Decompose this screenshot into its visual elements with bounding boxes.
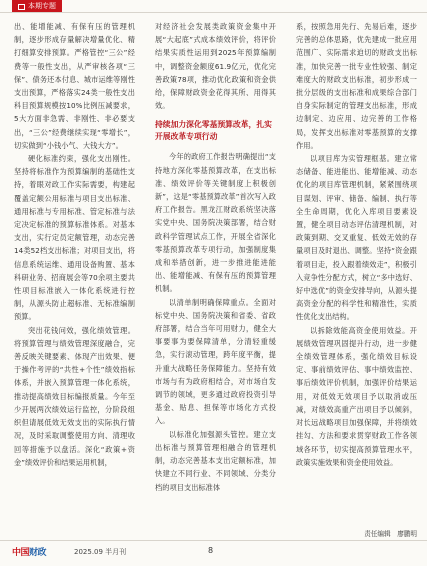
- paragraph: 以清单制明确保障重点。全面对标党中央、国务院决策和省委、省政府部署，结合当年可用财力，健全大事要事为要保障清单，分清轻重缓急，实行滚动管理，跨年度平衡，提升重大战略任务保障能力。坚持有效市场与有为政府相结合，对市场自发调节的领域，更多通过政府投资引导基金、贴息、担保等市场化方式投入。: [155, 297, 276, 426]
- page-number: 8: [208, 546, 214, 555]
- paragraph: 对经济社会发展类政策资金集中开展“大起底”式成本绩效评价，将评价结果实质性运用到2025年预算编制中，调整资金额度61.9亿元，优化完善政策78项，推动优化政策和资金供给，保障财政资金花得其所、用得其效。: [155, 22, 276, 111]
- paragraph: 系，按照急用先行、先易后难，逐步完善的总体思路，优先建成一批应用范围广、实际需求迫切的财政支出标准，加快完善一批专业性较强、制定难度大的财政支出标准，初步形成一批分层级的支出标准和成果综合部门自身实际制定的管理支出标准，形成边制定、边应用、边完善的工作格局，发挥支出标准对零基预算的支撑作用。: [296, 22, 417, 150]
- paragraph: 以标准化加强源头管控。建立支出标准与预算管理相融合的管理机制，动态完善基本支出定额标准，加快建立不同行业、不同领域、分类分档的项目支出标准体: [155, 429, 276, 492]
- column-2: [155, 20, 276, 534]
- magazine-logo: 中国财政: [12, 548, 47, 558]
- header-divider: [0, 12, 427, 13]
- paragraph: 出、能增能减、有保有压的管理机制，逐步形成存量解决增量优化、精打细算安排预算。严格管控“三公”经费等一般性支出，从严审核各项“三保”、债务还本付息、城市运维等刚性支出预算，严格落实24类一般性支出科目预算规模按10%比例压减要求，5大方面非急需、非刚性、非必要支出，“三公”经费继续实现“零增长”，切实做到“小钱小气、大钱大方”。: [14, 22, 135, 150]
- footer-divider: [0, 540, 427, 541]
- section-square-icon: [18, 4, 25, 10]
- paragraph: 以拆除效能高资金使用效益。开展绩效管理巩固提升行动，进一步健全绩效管理体系，强化绩效目标设定、事前绩效评估、事中绩效监控、事后绩效评价机制，加强评价结果运用，对低效无效项目予以取消或压减，对绩效高重产出项目予以倾斜，对长远战略项目加强保障，并将绩效挂勾、方法和要求贯穿财政工作各领域各环节，切实提高预算管理水平，政策实施效果和资金使用效益。: [296, 325, 417, 467]
- issue-info: 2025.09 半月刊: [74, 548, 127, 556]
- paragraph: 以项目库为实管理框基。建立常态储备、能进能出、能增能减、动态优化的项目库管理机制，紧紧围绕项目谋划、评审、储备、编制、执行等全生命周期，优化入库项目要素设置，健全项目动态评估清理机制，对政策到期、交叉重复、低效无效的存量项目及时退出、调整。坚持“资金跟着项目走，投入跟着绩效走”，积极引入竞争性分配方式，树立“多中选好、好中选优”的资金安排导向，从源头提高资金分配的科学性和精准性，实质性优化支出结构。: [296, 154, 417, 322]
- column-1: [14, 20, 135, 534]
- column-3: [296, 20, 417, 534]
- section-label: 本期专题: [28, 2, 56, 10]
- paragraph: 今年的政府工作报告明确提出“支持地方深化零基预算改革，在支出标准、绩效评价等关键制度上积极创新”，这是“零基预算改革”首次写入政府工作报告。黑龙江财政系统坚决落实党中央、国务院决策部署，结合财政科学管理试点工作，开展全省深化零基预算改革专项行动，加强制度集成和举措创新，进一步推进能进能出、能增能减、有保有压的预算管理机制。: [155, 152, 276, 294]
- responsible-editor: 责任编辑 廖鹏明: [364, 530, 417, 538]
- paragraph: 突出花钱问效，强化绩效管理。将预算管理与绩效管理深度融合，完善反映关键要素、体现产出效果、便于操作考评的“共性+个性”绩效指标体系，并嵌入预算管理一体化系统，推动提高绩效目标编报质量。今年至少开展两次绩效运行监控，分阶段组织但请展低效无效支出的实际执行情况，及时采取调整使用方向、清理收回等措施予以盘活。深化“政策+资金”绩效评价和结果运用机制，: [14, 325, 135, 467]
- section-header: [0, 0, 427, 13]
- section-heading: 持续加力深化零基预算改革，扎实开展改革专项行动: [155, 120, 272, 142]
- paragraph: 硬化标准约束，强化支出刚性。坚持将标准作为预算编制的基础性支持，着眼对政工作实际需要，构建起覆盖定额公用标准与项目支出标准、通用标准与专用标准、管定标准与法定决定标准的预算标准体系。对基本支出，实行定员定额管理，动态完善14类52档支出标准；对项目支出，将信息系统运维、通用设备购置、基本科研业务、招商展会等70余项主要共性项目标准嵌入一体化系统进行控制，从源头防止超标准、无标准编制预算。: [14, 154, 135, 322]
